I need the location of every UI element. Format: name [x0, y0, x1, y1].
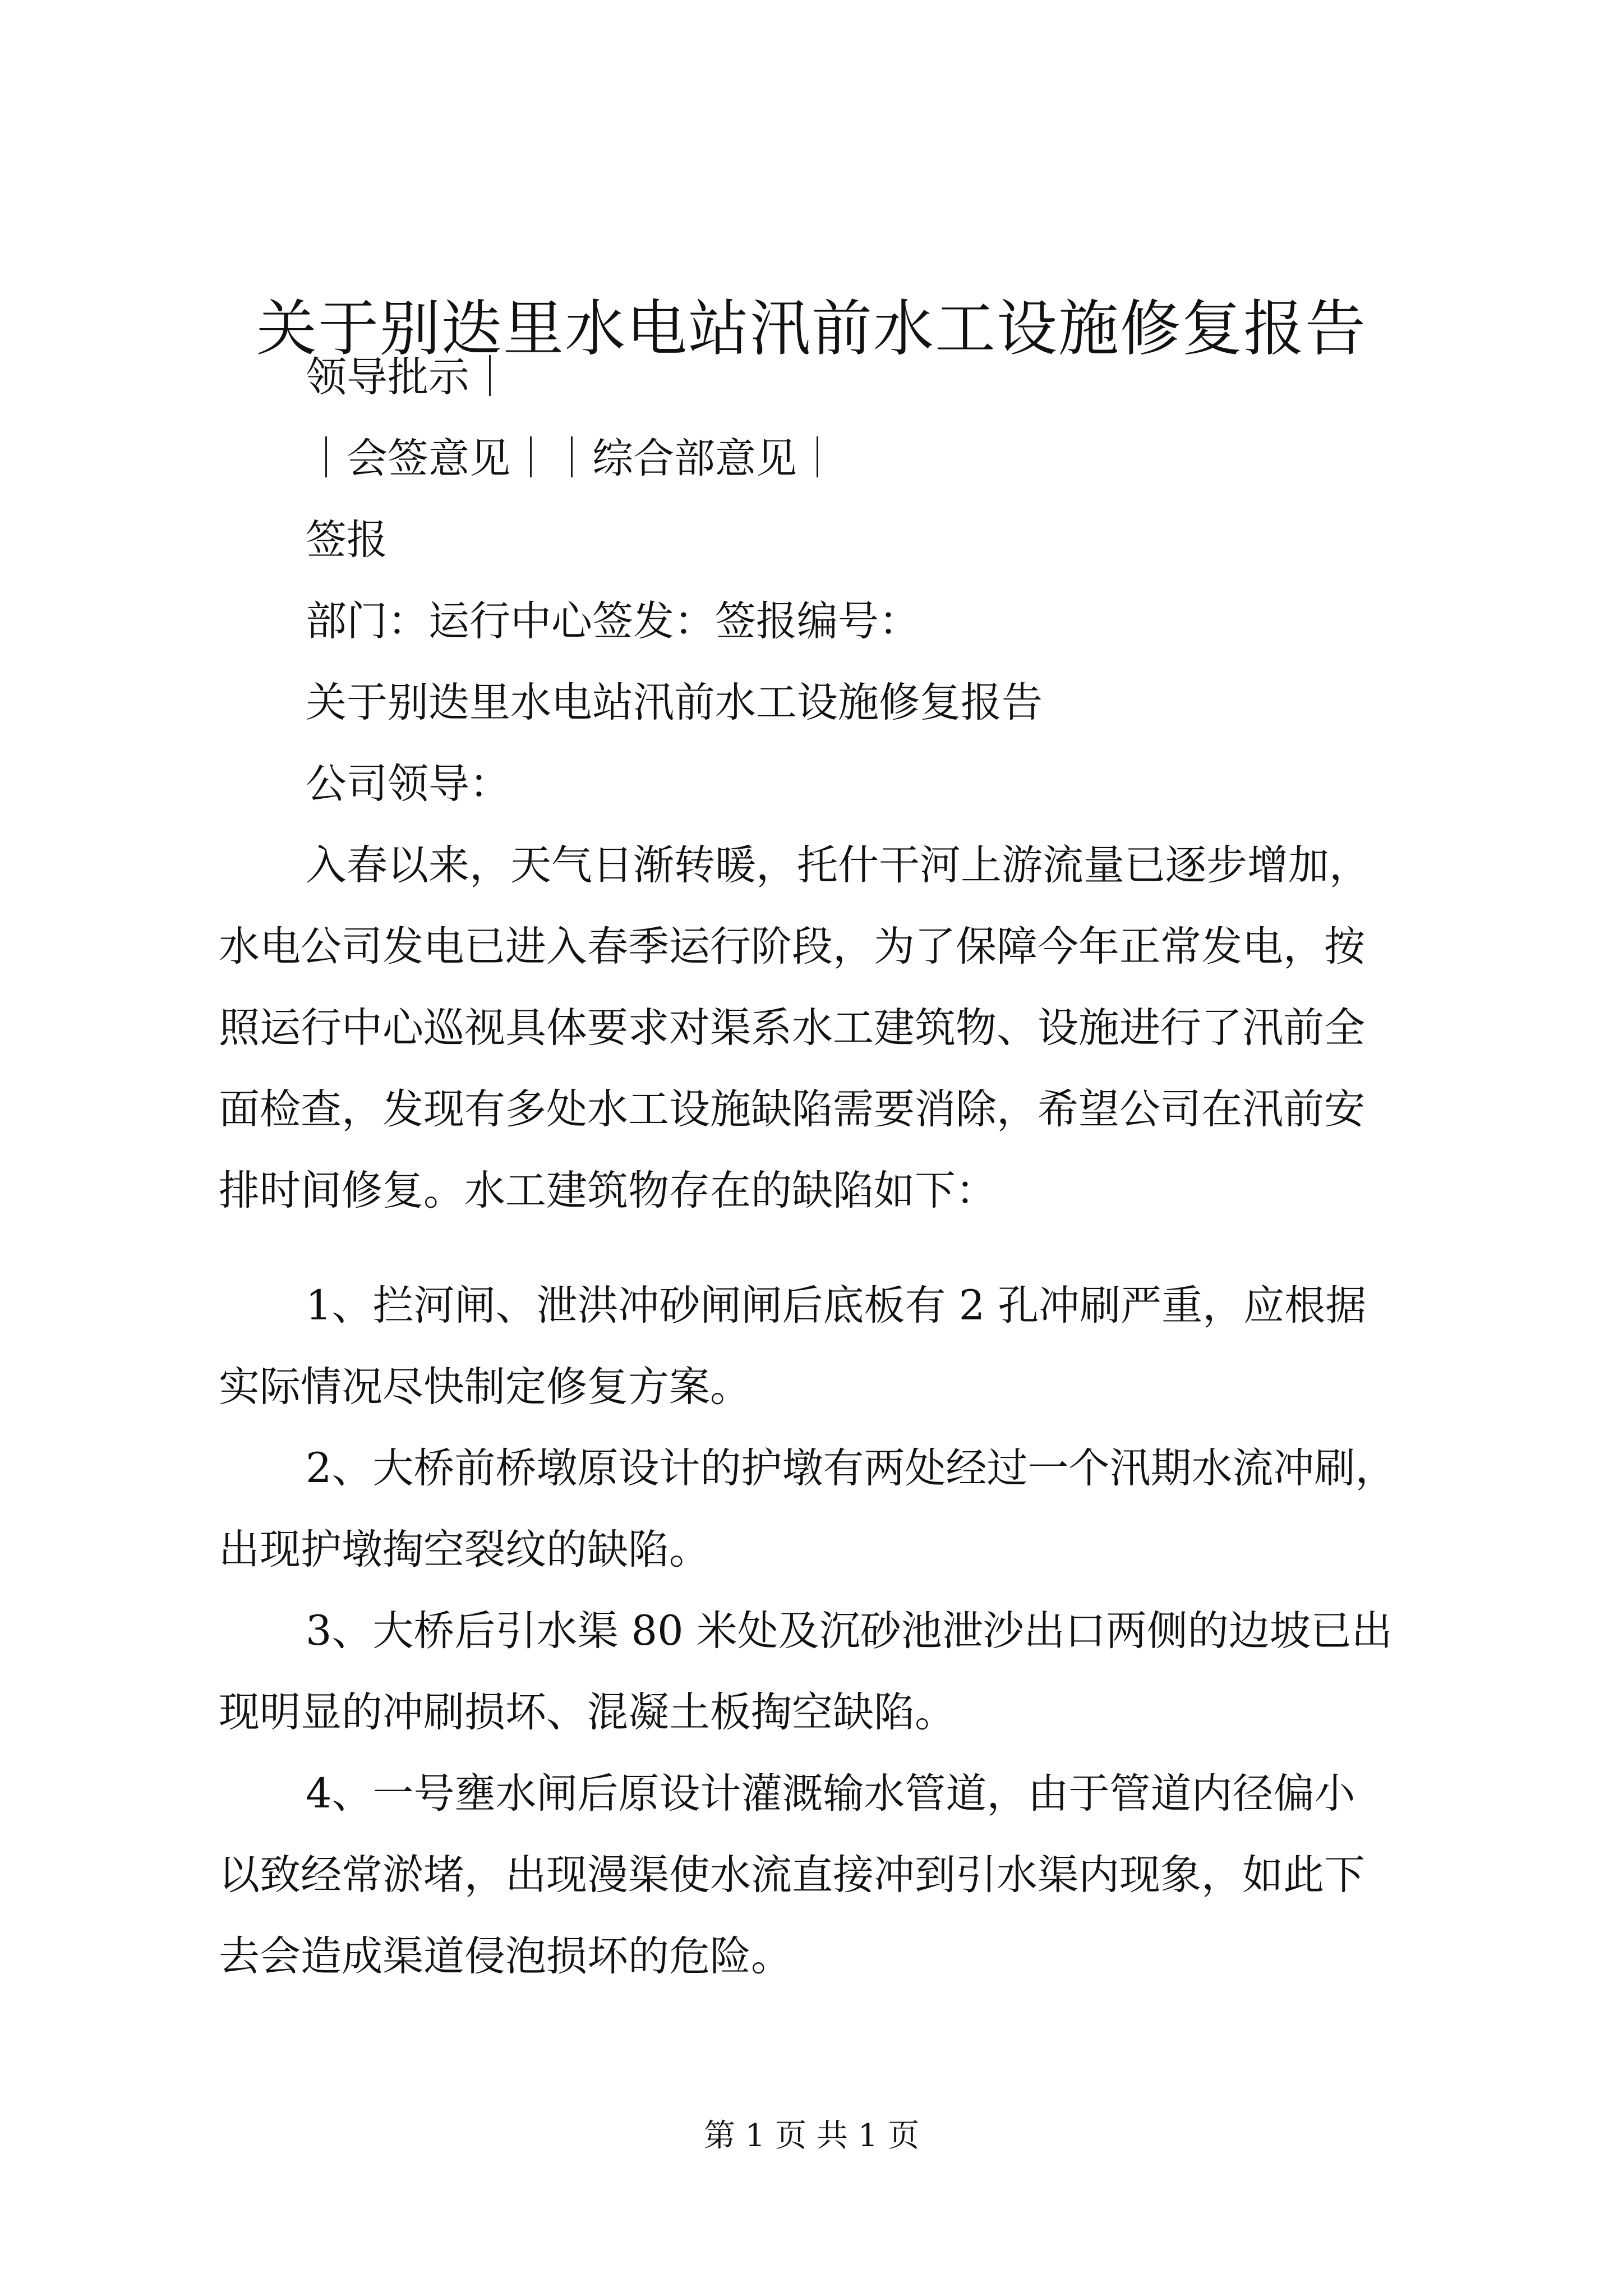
- paragraph-line: 2、大桥前桥墩原设计的护墩有两处经过一个汛期水流冲刷，: [306, 1444, 1396, 1492]
- countersign-opinion-line: ｜会签意见｜｜综合部意见｜: [306, 435, 838, 482]
- report-label-line: 签报: [306, 516, 388, 564]
- paragraph-intro: [219, 825, 1441, 1231]
- salutation-line: 公司领导：: [306, 760, 510, 808]
- paragraph-line: 入春以来，天气日渐转暖，托什干河上游流量已逐步增加，: [306, 841, 1370, 889]
- header-block: [306, 337, 1427, 825]
- paragraph-line: 现明显的冲刷损坏、混凝土板掏空缺陷。: [219, 1688, 956, 1736]
- paragraph-line: 照运行中心巡视具体要求对渠系水工建筑物、设施进行了汛前全: [219, 1004, 1365, 1052]
- paragraph-item-3: [219, 1590, 1441, 1753]
- page-footer: 第 1 页 共 1 页: [703, 2118, 920, 2154]
- report-subject-line: 关于别迭里水电站汛前水工设施修复报告: [306, 679, 1043, 726]
- document-title: 关于别迭里水电站汛前水工设施修复报告: [256, 294, 1367, 364]
- paragraph-line: 3、大桥后引水渠 80 米处及沉砂池泄沙出口两侧的边坡已出: [306, 1607, 1393, 1655]
- paragraph-line: 1、拦河闸、泄洪冲砂闸闸后底板有 2 孔冲刷严重，应根据: [306, 1282, 1367, 1329]
- paragraph-line: 出现护墩掏空裂纹的缺陷。: [219, 1526, 710, 1573]
- paragraph-item-4: [219, 1753, 1441, 1997]
- paragraph-line: 排时间修复。水工建筑物存在的缺陷如下：: [219, 1167, 997, 1214]
- leader-instruction-line: 领导批示｜: [306, 353, 510, 401]
- paragraph-line: 面检查，发现有多处水工设施缺陷需要消除，希望公司在汛前安: [219, 1085, 1365, 1133]
- department-line: 部门：运行中心签发：签报编号：: [306, 597, 920, 645]
- paragraph-line: 实际情况尽快制定修复方案。: [219, 1363, 751, 1411]
- paragraph-line: 去会造成渠道侵泡损坏的危险。: [219, 1932, 792, 1980]
- paragraph-line: 以致经常淤堵，出现漫渠使水流直接冲到引水渠内现象，如此下: [219, 1851, 1365, 1899]
- paragraph-item-1: [219, 1265, 1441, 1428]
- paragraph-line: 水电公司发电已进入春季运行阶段，为了保障今年正常发电，按: [219, 923, 1365, 970]
- paragraph-item-2: [219, 1428, 1441, 1590]
- paragraph-line: 4、一号壅水闸后原设计灌溉输水管道，由于管道内径偏小: [306, 1770, 1355, 1818]
